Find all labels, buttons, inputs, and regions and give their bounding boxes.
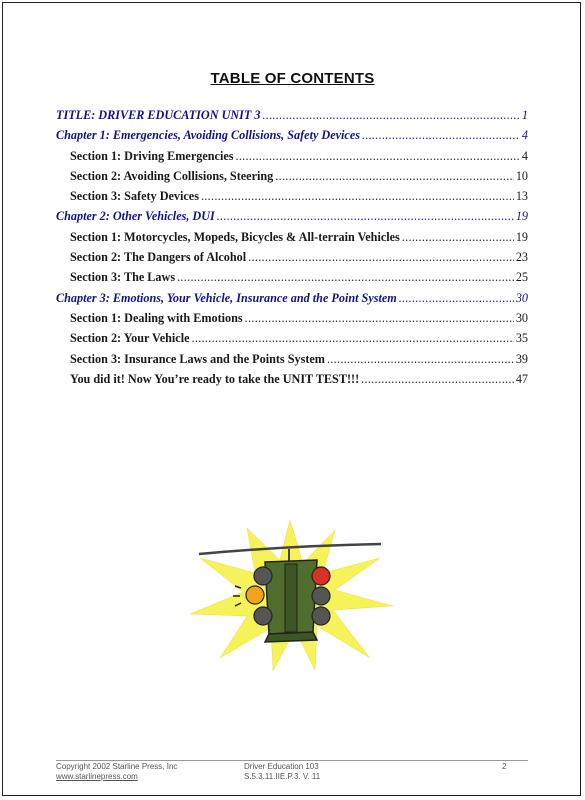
toc-section-row[interactable]: [56, 189, 528, 209]
footer-rule: [56, 760, 528, 761]
toc-page-number: 23: [515, 250, 528, 265]
course-code: S.5.3.11.IIE.P.3. V. 11: [244, 772, 321, 781]
toc-chapter-row[interactable]: [56, 108, 528, 128]
dot-leader: [362, 128, 520, 143]
toc-entry-label: Section 1: Motorcycles, Mopeds, Bicycles & All-terrain Vehicles: [70, 229, 400, 244]
toc-chapter-row[interactable]: [56, 291, 528, 311]
toc-page-number: 4: [521, 128, 528, 143]
toc-entry-label: Chapter 3: Emotions, Your Vehicle, Insurance and the Point System: [56, 290, 397, 305]
table-of-contents: [56, 108, 528, 392]
toc-section-row[interactable]: [56, 230, 528, 250]
toc-page-number: 19: [515, 229, 528, 244]
toc-page-number: 13: [515, 189, 528, 204]
website-link[interactable]: www.starlinepress.com: [56, 772, 138, 781]
toc-entry-label: Section 1: Dealing with Emotions: [70, 310, 243, 325]
toc-entry-label: Chapter 1: Emergencies, Avoiding Collisions, Safety Devices: [56, 128, 360, 143]
toc-section-row[interactable]: [56, 352, 528, 372]
toc-section-row[interactable]: [56, 270, 528, 290]
toc-page-number: 1: [521, 108, 528, 122]
footer-right: [502, 762, 506, 772]
dot-leader: [192, 331, 514, 346]
toc-page-number: 35: [515, 331, 528, 346]
toc-page-number: 10: [515, 168, 528, 183]
toc-page-number: 30: [515, 290, 528, 305]
traffic-light-icon: [185, 518, 395, 673]
dot-leader: [177, 270, 514, 285]
dot-leader: [217, 209, 514, 224]
toc-page-number: 19: [515, 209, 528, 224]
toc-section-row[interactable]: [56, 169, 528, 189]
toc-entry-label: Section 2: The Dangers of Alcohol: [70, 250, 247, 265]
dot-leader: [402, 230, 514, 245]
toc-entry-label: Section 1: Driving Emergencies: [70, 148, 234, 163]
toc-section-row[interactable]: [56, 311, 528, 331]
toc-section-row[interactable]: [56, 250, 528, 270]
toc-entry-label: Section 3: Insurance Laws and the Points System: [70, 351, 325, 366]
footer-center: [244, 762, 320, 782]
dot-leader: [361, 372, 514, 387]
dot-leader: [399, 291, 514, 306]
toc-page-number: 25: [515, 270, 528, 285]
toc-entry-label: Section 2: Your Vehicle: [70, 331, 190, 346]
dot-leader: [201, 189, 514, 204]
toc-page-number: 4: [521, 148, 528, 163]
dot-leader: [248, 250, 514, 265]
dot-leader: [245, 311, 514, 326]
toc-chapter-row[interactable]: [56, 128, 528, 148]
toc-entry-label: You did it! Now You’re ready to take the UNIT TEST!!!: [70, 371, 360, 386]
dot-leader: [263, 108, 520, 123]
toc-entry-label: Chapter 2: Other Vehicles, DUI: [56, 209, 215, 224]
dot-leader: [235, 149, 519, 164]
page-number: 2: [502, 762, 507, 771]
toc-page-number: 30: [515, 310, 528, 325]
toc-section-row[interactable]: [56, 372, 528, 392]
course-title: Driver Education 103: [244, 762, 319, 771]
dot-leader: [327, 352, 514, 367]
dot-leader: [275, 169, 514, 184]
toc-chapter-row[interactable]: [56, 209, 528, 229]
toc-entry-label: TITLE: DRIVER EDUCATION UNIT 3: [56, 108, 261, 122]
toc-page-number: 47: [515, 371, 528, 386]
toc-section-row[interactable]: [56, 149, 528, 169]
footer-left: [56, 762, 177, 782]
toc-entry-label: Section 2: Avoiding Collisions, Steering: [70, 168, 274, 183]
toc-section-row[interactable]: [56, 331, 528, 351]
toc-entry-label: Section 3: The Laws: [70, 270, 176, 285]
toc-page-number: 39: [515, 351, 528, 366]
page-title: TABLE OF CONTENTS: [210, 70, 375, 87]
toc-entry-label: Section 3: Safety Devices: [70, 189, 199, 204]
copyright-text: Copyright 2002 Starline Press, Inc: [56, 762, 178, 771]
